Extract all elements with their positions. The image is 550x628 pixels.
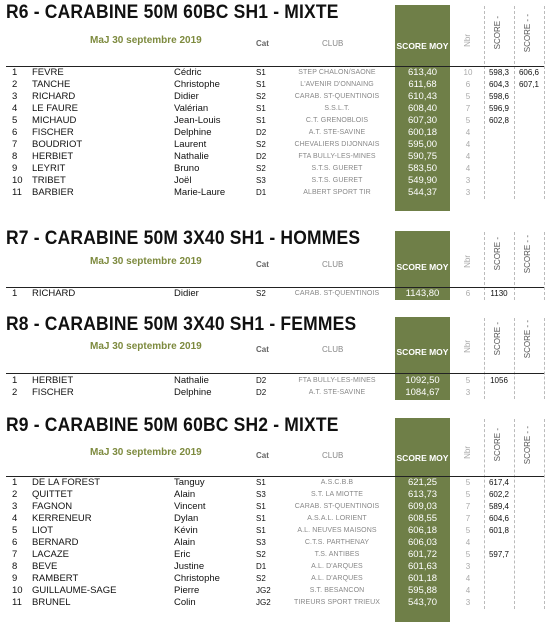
- header-club: CLUB: [322, 260, 344, 269]
- name-cell: RAMBERT: [32, 573, 79, 584]
- table-row: [0, 501, 550, 513]
- header-cat: Cat: [256, 345, 269, 354]
- category-cell: D1: [256, 188, 267, 197]
- score-moy-cell: 543,70: [407, 597, 438, 608]
- name-cell: HERBIET: [32, 151, 74, 162]
- firstname-cell: Christophe: [174, 573, 220, 584]
- table-row: [0, 489, 550, 501]
- score-1-cell: 596,9: [488, 104, 510, 113]
- firstname-cell: Marie-Laure: [174, 187, 226, 198]
- category-cell: S1: [256, 514, 266, 523]
- nbr-cell: 5: [465, 376, 471, 385]
- score-moy-cell: 607,30: [407, 115, 438, 126]
- score-moy-cell: 613,40: [407, 67, 438, 78]
- club-cell: CARAB. ST-QUENTINOIS: [294, 290, 380, 297]
- score-moy-cell: 595,00: [407, 139, 438, 150]
- table-row: [0, 561, 550, 573]
- header-nbr: Nbr: [463, 340, 472, 353]
- name-cell: BEVE: [32, 561, 58, 572]
- header-score-2: SCORE - -: [523, 320, 532, 359]
- score-1-cell: 589,4: [488, 502, 510, 511]
- name-cell: RICHARD: [32, 91, 76, 102]
- club-cell: CARAB. ST-QUENTINOIS: [294, 503, 380, 510]
- header-cat: Cat: [256, 451, 269, 460]
- score-1-cell: 602,2: [488, 490, 510, 499]
- rank-cell: 3: [12, 91, 18, 102]
- score-1-cell: 601,8: [488, 526, 510, 535]
- name-cell: TRIBET: [32, 175, 66, 186]
- header-club: CLUB: [322, 39, 344, 48]
- category-cell: D2: [256, 388, 267, 397]
- table-row: [0, 513, 550, 525]
- rank-cell: 1: [12, 477, 18, 488]
- nbr-cell: 4: [465, 574, 471, 583]
- nbr-cell: 5: [465, 490, 471, 499]
- category-cell: S1: [256, 502, 266, 511]
- header-score-moy: SCORE MOY: [396, 41, 449, 51]
- rank-cell: 2: [12, 489, 18, 500]
- header-score-2: SCORE - -: [523, 235, 532, 274]
- firstname-cell: Alain: [174, 537, 196, 548]
- nbr-cell: 6: [465, 289, 471, 298]
- table-row: [0, 597, 550, 609]
- name-cell: GUILLAUME-SAGE: [32, 585, 117, 596]
- rank-cell: 4: [12, 103, 18, 114]
- category-cell: S3: [256, 538, 266, 547]
- score-moy-cell: 544,37: [407, 187, 438, 198]
- update-date: MaJ 30 septembre 2019: [90, 35, 202, 46]
- name-cell: DE LA FOREST: [32, 477, 101, 488]
- nbr-cell: 7: [465, 104, 471, 113]
- header-nbr: Nbr: [463, 446, 472, 459]
- rank-cell: 2: [12, 79, 18, 90]
- club-cell: S.S.L.T.: [324, 105, 350, 112]
- score-1-cell: 598,6: [488, 92, 510, 101]
- category-cell: S1: [256, 116, 266, 125]
- club-cell: A.T. STE-SAVINE: [308, 389, 366, 396]
- table-row: [0, 573, 550, 585]
- score-moy-cell: 606,18: [407, 525, 438, 536]
- header-score-2: SCORE - -: [523, 426, 532, 465]
- header-nbr: Nbr: [463, 255, 472, 268]
- header-score-moy: SCORE MOY: [396, 262, 449, 272]
- firstname-cell: Alain: [174, 489, 196, 500]
- category-cell: D2: [256, 376, 267, 385]
- name-cell: BERNARD: [32, 537, 79, 548]
- firstname-cell: Eric: [174, 549, 191, 560]
- rank-cell: 8: [12, 151, 18, 162]
- nbr-cell: 6: [465, 80, 471, 89]
- club-cell: C.T. GRENOBLOIS: [305, 117, 369, 124]
- name-cell: BRUNEL: [32, 597, 71, 608]
- score-moy-cell: 610,43: [407, 91, 438, 102]
- nbr-cell: 3: [465, 562, 471, 571]
- category-cell: S2: [256, 574, 266, 583]
- header-score-2: SCORE - -: [523, 14, 532, 53]
- nbr-cell: 4: [465, 586, 471, 595]
- name-cell: BOUDRIOT: [32, 139, 83, 150]
- score-moy-cell: 595,88: [407, 585, 438, 596]
- rank-cell: 4: [12, 513, 18, 524]
- nbr-cell: 5: [465, 478, 471, 487]
- score-moy-cell: 613,73: [407, 489, 438, 500]
- club-cell: L'AVENIR D'ONNAING: [300, 81, 374, 88]
- firstname-cell: Bruno: [174, 163, 200, 174]
- header-club: CLUB: [322, 345, 344, 354]
- score-moy-cell: 608,55: [407, 513, 438, 524]
- club-cell: A.L. D'ARQUES: [311, 575, 363, 582]
- firstname-cell: Kévin: [174, 525, 198, 536]
- nbr-cell: 5: [465, 92, 471, 101]
- firstname-cell: Dylan: [174, 513, 199, 524]
- category-cell: S2: [256, 92, 266, 101]
- rank-cell: 7: [12, 139, 18, 150]
- score-moy-cell: 611,68: [408, 79, 437, 90]
- firstname-cell: Didier: [174, 91, 199, 102]
- firstname-cell: Nathalie: [174, 151, 209, 162]
- name-cell: MICHAUD: [32, 115, 77, 126]
- rank-cell: 10: [12, 175, 23, 186]
- rank-cell: 3: [12, 501, 18, 512]
- section-title: R8 - CARABINE 50M 3X40 SH1 - FEMMES: [6, 314, 357, 335]
- name-cell: LIOT: [32, 525, 54, 536]
- name-cell: LACAZE: [32, 549, 69, 560]
- nbr-cell: 3: [465, 388, 471, 397]
- score-moy-cell: 601,63: [407, 561, 438, 572]
- score-1-cell: 1130: [490, 289, 508, 298]
- score-2-cell: 607,1: [518, 80, 540, 89]
- score-2-cell: 606,6: [518, 68, 540, 77]
- header-score-1: SCORE -: [493, 322, 502, 356]
- nbr-cell: 3: [465, 598, 471, 607]
- rank-cell: 6: [12, 537, 18, 548]
- score-moy-cell: 583,50: [407, 163, 438, 174]
- nbr-cell: 5: [465, 526, 471, 535]
- name-cell: KERRENEUR: [32, 513, 92, 524]
- score-1-cell: 604,6: [488, 514, 510, 523]
- category-cell: S3: [256, 490, 266, 499]
- header-score-1: SCORE -: [493, 237, 502, 271]
- firstname-cell: Jean-Louis: [174, 115, 221, 126]
- rank-cell: 1: [12, 67, 18, 78]
- score-moy-cell: 590,75: [407, 151, 438, 162]
- update-date: MaJ 30 septembre 2019: [90, 256, 202, 267]
- name-cell: TANCHE: [32, 79, 71, 90]
- club-cell: CHEVALIERS DIJONNAIS: [294, 141, 380, 148]
- nbr-cell: 4: [465, 538, 471, 547]
- firstname-cell: Justine: [174, 561, 205, 572]
- category-cell: D2: [256, 128, 267, 137]
- header-nbr: Nbr: [463, 34, 472, 47]
- rank-cell: 9: [12, 573, 18, 584]
- club-cell: STEP CHALON/SAONE: [298, 69, 376, 76]
- score-moy-cell: 1084,67: [405, 387, 440, 398]
- nbr-cell: 5: [465, 550, 471, 559]
- name-cell: FISCHER: [32, 387, 74, 398]
- rank-cell: 1: [12, 375, 18, 386]
- table-row: [0, 537, 550, 549]
- firstname-cell: Vincent: [174, 501, 206, 512]
- club-cell: S.T. LA MIOTTE: [311, 491, 363, 498]
- category-cell: S1: [256, 478, 266, 487]
- nbr-cell: 4: [465, 140, 471, 149]
- club-cell: S.T.S. GUERET: [311, 177, 363, 184]
- name-cell: HERBIET: [32, 375, 74, 386]
- club-cell: A.S.A.L. LORIENT: [307, 515, 367, 522]
- rank-cell: 5: [12, 115, 18, 126]
- section-title: R7 - CARABINE 50M 3X40 SH1 - HOMMES: [6, 228, 361, 249]
- club-cell: A.L. NEUVES MAISONS: [297, 527, 377, 534]
- header-score-moy: SCORE MOY: [396, 347, 449, 357]
- category-cell: S1: [256, 526, 266, 535]
- name-cell: FAGNON: [32, 501, 73, 512]
- club-cell: FTA BULLY-LES-MINES: [298, 153, 376, 160]
- nbr-cell: 4: [465, 164, 471, 173]
- club-cell: S.T. BESANCON: [309, 587, 365, 594]
- score-moy-cell: 609,03: [407, 501, 438, 512]
- nbr-cell: 10: [463, 68, 473, 77]
- firstname-cell: Cédric: [174, 67, 202, 78]
- name-cell: LEYRIT: [32, 163, 66, 174]
- score-moy-cell: 1092,50: [405, 375, 440, 386]
- score-moy-cell: 601,18: [407, 573, 438, 584]
- score-moy-cell: 600,18: [407, 127, 438, 138]
- category-cell: JG2: [256, 598, 271, 607]
- score-1-cell: 1056: [490, 376, 508, 385]
- rank-cell: 1: [12, 288, 18, 299]
- header-score-moy: SCORE MOY: [396, 453, 449, 463]
- section-title: R6 - CARABINE 50M 60BC SH1 - MIXTE: [6, 2, 339, 23]
- category-cell: S1: [256, 80, 266, 89]
- rank-cell: 2: [12, 387, 18, 398]
- club-cell: A.L. D'ARQUES: [311, 563, 363, 570]
- club-cell: A.S.C.B.B: [320, 479, 354, 486]
- table-row: [0, 477, 550, 489]
- firstname-cell: Didier: [174, 288, 199, 299]
- section-title: R9 - CARABINE 50M 60BC SH2 - MIXTE: [6, 415, 339, 436]
- score-moy-cell: 1143,80: [405, 288, 440, 299]
- category-cell: S2: [256, 550, 266, 559]
- nbr-cell: 7: [465, 514, 471, 523]
- rank-cell: 8: [12, 561, 18, 572]
- club-cell: C.T.S. PARTHENAY: [304, 539, 370, 546]
- rank-cell: 11: [12, 597, 22, 608]
- score-1-cell: 597,7: [488, 550, 510, 559]
- firstname-cell: Delphine: [174, 127, 212, 138]
- score-1-cell: 617,4: [488, 478, 510, 487]
- nbr-cell: 4: [465, 152, 471, 161]
- header-score-1: SCORE -: [493, 428, 502, 462]
- name-cell: RICHARD: [32, 288, 76, 299]
- club-cell: T.S. ANTIBES: [314, 551, 360, 558]
- category-cell: S2: [256, 289, 266, 298]
- club-cell: FTA BULLY-LES-MINES: [298, 377, 376, 384]
- score-moy-cell: 601,72: [407, 549, 438, 560]
- table-row: [0, 585, 550, 597]
- header-club: CLUB: [322, 451, 344, 460]
- category-cell: S2: [256, 140, 266, 149]
- category-cell: S1: [256, 104, 266, 113]
- name-cell: FEVRE: [32, 67, 64, 78]
- category-cell: S2: [256, 164, 266, 173]
- table-row: [0, 525, 550, 537]
- header-cat: Cat: [256, 260, 269, 269]
- firstname-cell: Colin: [174, 597, 196, 608]
- score-1-cell: 604,3: [488, 80, 510, 89]
- rank-cell: 6: [12, 127, 18, 138]
- header-score-1: SCORE -: [493, 16, 502, 50]
- club-cell: A.T. STE-SAVINE: [308, 129, 366, 136]
- category-cell: JG2: [256, 586, 271, 595]
- category-cell: D1: [256, 562, 267, 571]
- table-row: [0, 549, 550, 561]
- score-1-cell: 598,3: [488, 68, 510, 77]
- nbr-cell: 4: [465, 128, 471, 137]
- firstname-cell: Laurent: [174, 139, 207, 150]
- category-cell: S3: [256, 176, 266, 185]
- firstname-cell: Christophe: [174, 79, 220, 90]
- category-cell: S1: [256, 68, 266, 77]
- rank-cell: 10: [12, 585, 23, 596]
- update-date: MaJ 30 septembre 2019: [90, 447, 202, 458]
- club-cell: ALBERT SPORT TIR: [303, 189, 371, 196]
- firstname-cell: Delphine: [174, 387, 212, 398]
- rank-cell: 9: [12, 163, 18, 174]
- category-cell: D2: [256, 152, 267, 161]
- name-cell: LE FAURE: [32, 103, 78, 114]
- nbr-cell: 3: [465, 188, 471, 197]
- nbr-cell: 3: [465, 176, 471, 185]
- score-moy-cell: 606,03: [407, 537, 438, 548]
- update-date: MaJ 30 septembre 2019: [90, 341, 202, 352]
- firstname-cell: Joël: [174, 175, 192, 186]
- rank-cell: 11: [12, 187, 22, 198]
- club-cell: S.T.S. GUERET: [311, 165, 363, 172]
- firstname-cell: Pierre: [174, 585, 200, 596]
- club-cell: CARAB. ST-QUENTINOIS: [294, 93, 380, 100]
- firstname-cell: Tanguy: [174, 477, 205, 488]
- club-cell: TIREURS SPORT TRIEUX: [293, 599, 381, 606]
- nbr-cell: 7: [465, 502, 471, 511]
- firstname-cell: Nathalie: [174, 375, 209, 386]
- score-moy-cell: 608,40: [407, 103, 438, 114]
- nbr-cell: 5: [465, 116, 471, 125]
- rank-cell: 7: [12, 549, 18, 560]
- score-moy-cell: 549,90: [407, 175, 438, 186]
- score-1-cell: 602,8: [488, 116, 510, 125]
- firstname-cell: Valérian: [174, 103, 209, 114]
- score-moy-cell: 621,25: [407, 477, 438, 488]
- name-cell: FISCHER: [32, 127, 74, 138]
- rank-cell: 5: [12, 525, 18, 536]
- name-cell: BARBIER: [32, 187, 74, 198]
- header-cat: Cat: [256, 39, 269, 48]
- name-cell: QUITTET: [32, 489, 73, 500]
